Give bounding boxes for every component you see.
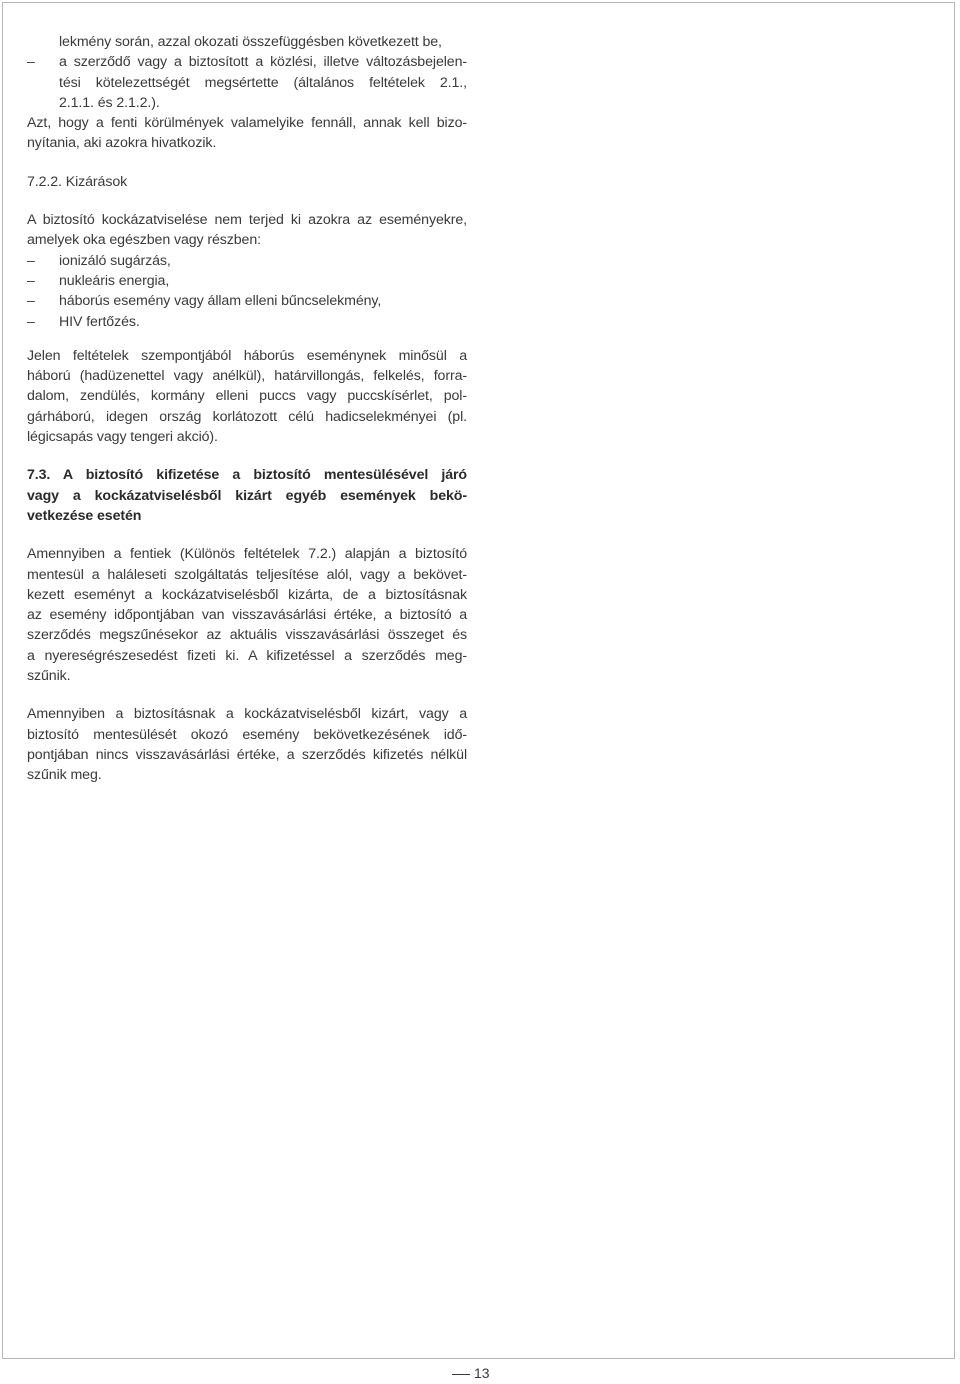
text-line: Amennyiben a biztosításnak a kockázatviselésből kizárt, vagy a xyxy=(27,706,467,723)
text-line: tési kötelezettségét megsértette (általános feltételek 2.1., xyxy=(59,74,467,91)
text-line: dalom, zendülés, kormány elleni puccs vagy puccskísérlet, pol- xyxy=(27,388,467,405)
dash-marker: – xyxy=(27,293,35,310)
text-line: légicsapás vagy tengeri akció). xyxy=(27,429,218,446)
list-item-text: háborús esemény vagy állam elleni bűncselekmény, xyxy=(59,293,382,310)
text-line: biztosító mentesülését okozó esemény bekövetkezésének idő- xyxy=(27,726,467,743)
text-line: gárháború, idegen ország korlátozott célú hadicselekményei (pl. xyxy=(27,408,467,425)
text-line: kezett eseményt a kockázatviselésből kizárta, de a biztosításnak xyxy=(27,586,467,603)
dash-marker: – xyxy=(27,313,35,330)
section-heading-7-2-2: 7.2.2. Kizárások xyxy=(27,173,128,190)
list-item xyxy=(27,312,467,332)
text-line: lekmény során, azzal okozati összefüggésben következett be, xyxy=(59,34,442,50)
page-number: 13 xyxy=(474,1365,490,1381)
text-column xyxy=(27,32,467,786)
section-heading-7-3: vagy a kockázatviselésből kizárt egyéb események bekö- xyxy=(27,487,467,504)
list-item xyxy=(27,52,467,72)
list-item xyxy=(27,291,467,311)
text-line: Amennyiben a fentiek (Különös feltételek 7.2.) alapján a biztosító xyxy=(27,546,467,563)
list-item-text: nukleáris energia, xyxy=(59,272,170,289)
text-line: amelyek oka egészben vagy részben: xyxy=(27,232,261,249)
text-line: a szerződő vagy a biztosított a közlési, illetve változásbejelen- xyxy=(59,54,467,71)
text-line: A biztosító kockázatviselése nem terjed ki azokra az eseményekre, xyxy=(27,212,467,229)
text-line: pontjában nincs visszavásárlási értéke, a szerződés kifizetés nélkül xyxy=(27,746,467,763)
list-item xyxy=(27,271,467,291)
dash-marker: – xyxy=(27,54,35,71)
footer-rule xyxy=(452,1374,470,1375)
text-line: háború (hadüzenettel vagy anélkül), határvillongás, felkelés, forra- xyxy=(27,368,467,385)
list-item-text: HIV fertőzés. xyxy=(59,313,140,330)
text-line: Azt, hogy a fenti körülmények valamelyike fennáll, annak kell bizo- xyxy=(27,115,467,132)
section-heading-7-3: 7.3. A biztosító kifizetése a biztosító mentesülésével járó xyxy=(27,467,467,484)
text-line: az esemény időpontjában van visszavásárlási értéke, a biztosító a xyxy=(27,607,467,624)
list-item-text: ionizáló sugárzás, xyxy=(59,252,171,269)
text-line: szűnik. xyxy=(27,668,71,685)
text-line: mentesül a haláleseti szolgáltatás teljesítése alól, vagy a bekövet- xyxy=(27,566,467,583)
text-line: szűnik meg. xyxy=(27,767,102,784)
text-line: Jelen feltételek szempontjából háborús eseménynek minősül a xyxy=(27,347,467,364)
text-line: a nyereségrészesedést fizeti ki. A kifizetéssel a szerződés meg- xyxy=(27,647,467,664)
text-line: szerződés megszűnésekor az aktuális visszavásárlási összeget és xyxy=(27,627,467,644)
section-heading-7-3: vetkezése esetén xyxy=(27,507,142,524)
list-item xyxy=(27,251,467,271)
dash-marker: – xyxy=(27,272,35,289)
page-footer xyxy=(452,1365,490,1381)
dash-marker: – xyxy=(27,252,35,269)
text-line: nyítania, aki azokra hivatkozik. xyxy=(27,135,217,152)
text-line: 2.1.1. és 2.1.2.). xyxy=(59,94,160,111)
